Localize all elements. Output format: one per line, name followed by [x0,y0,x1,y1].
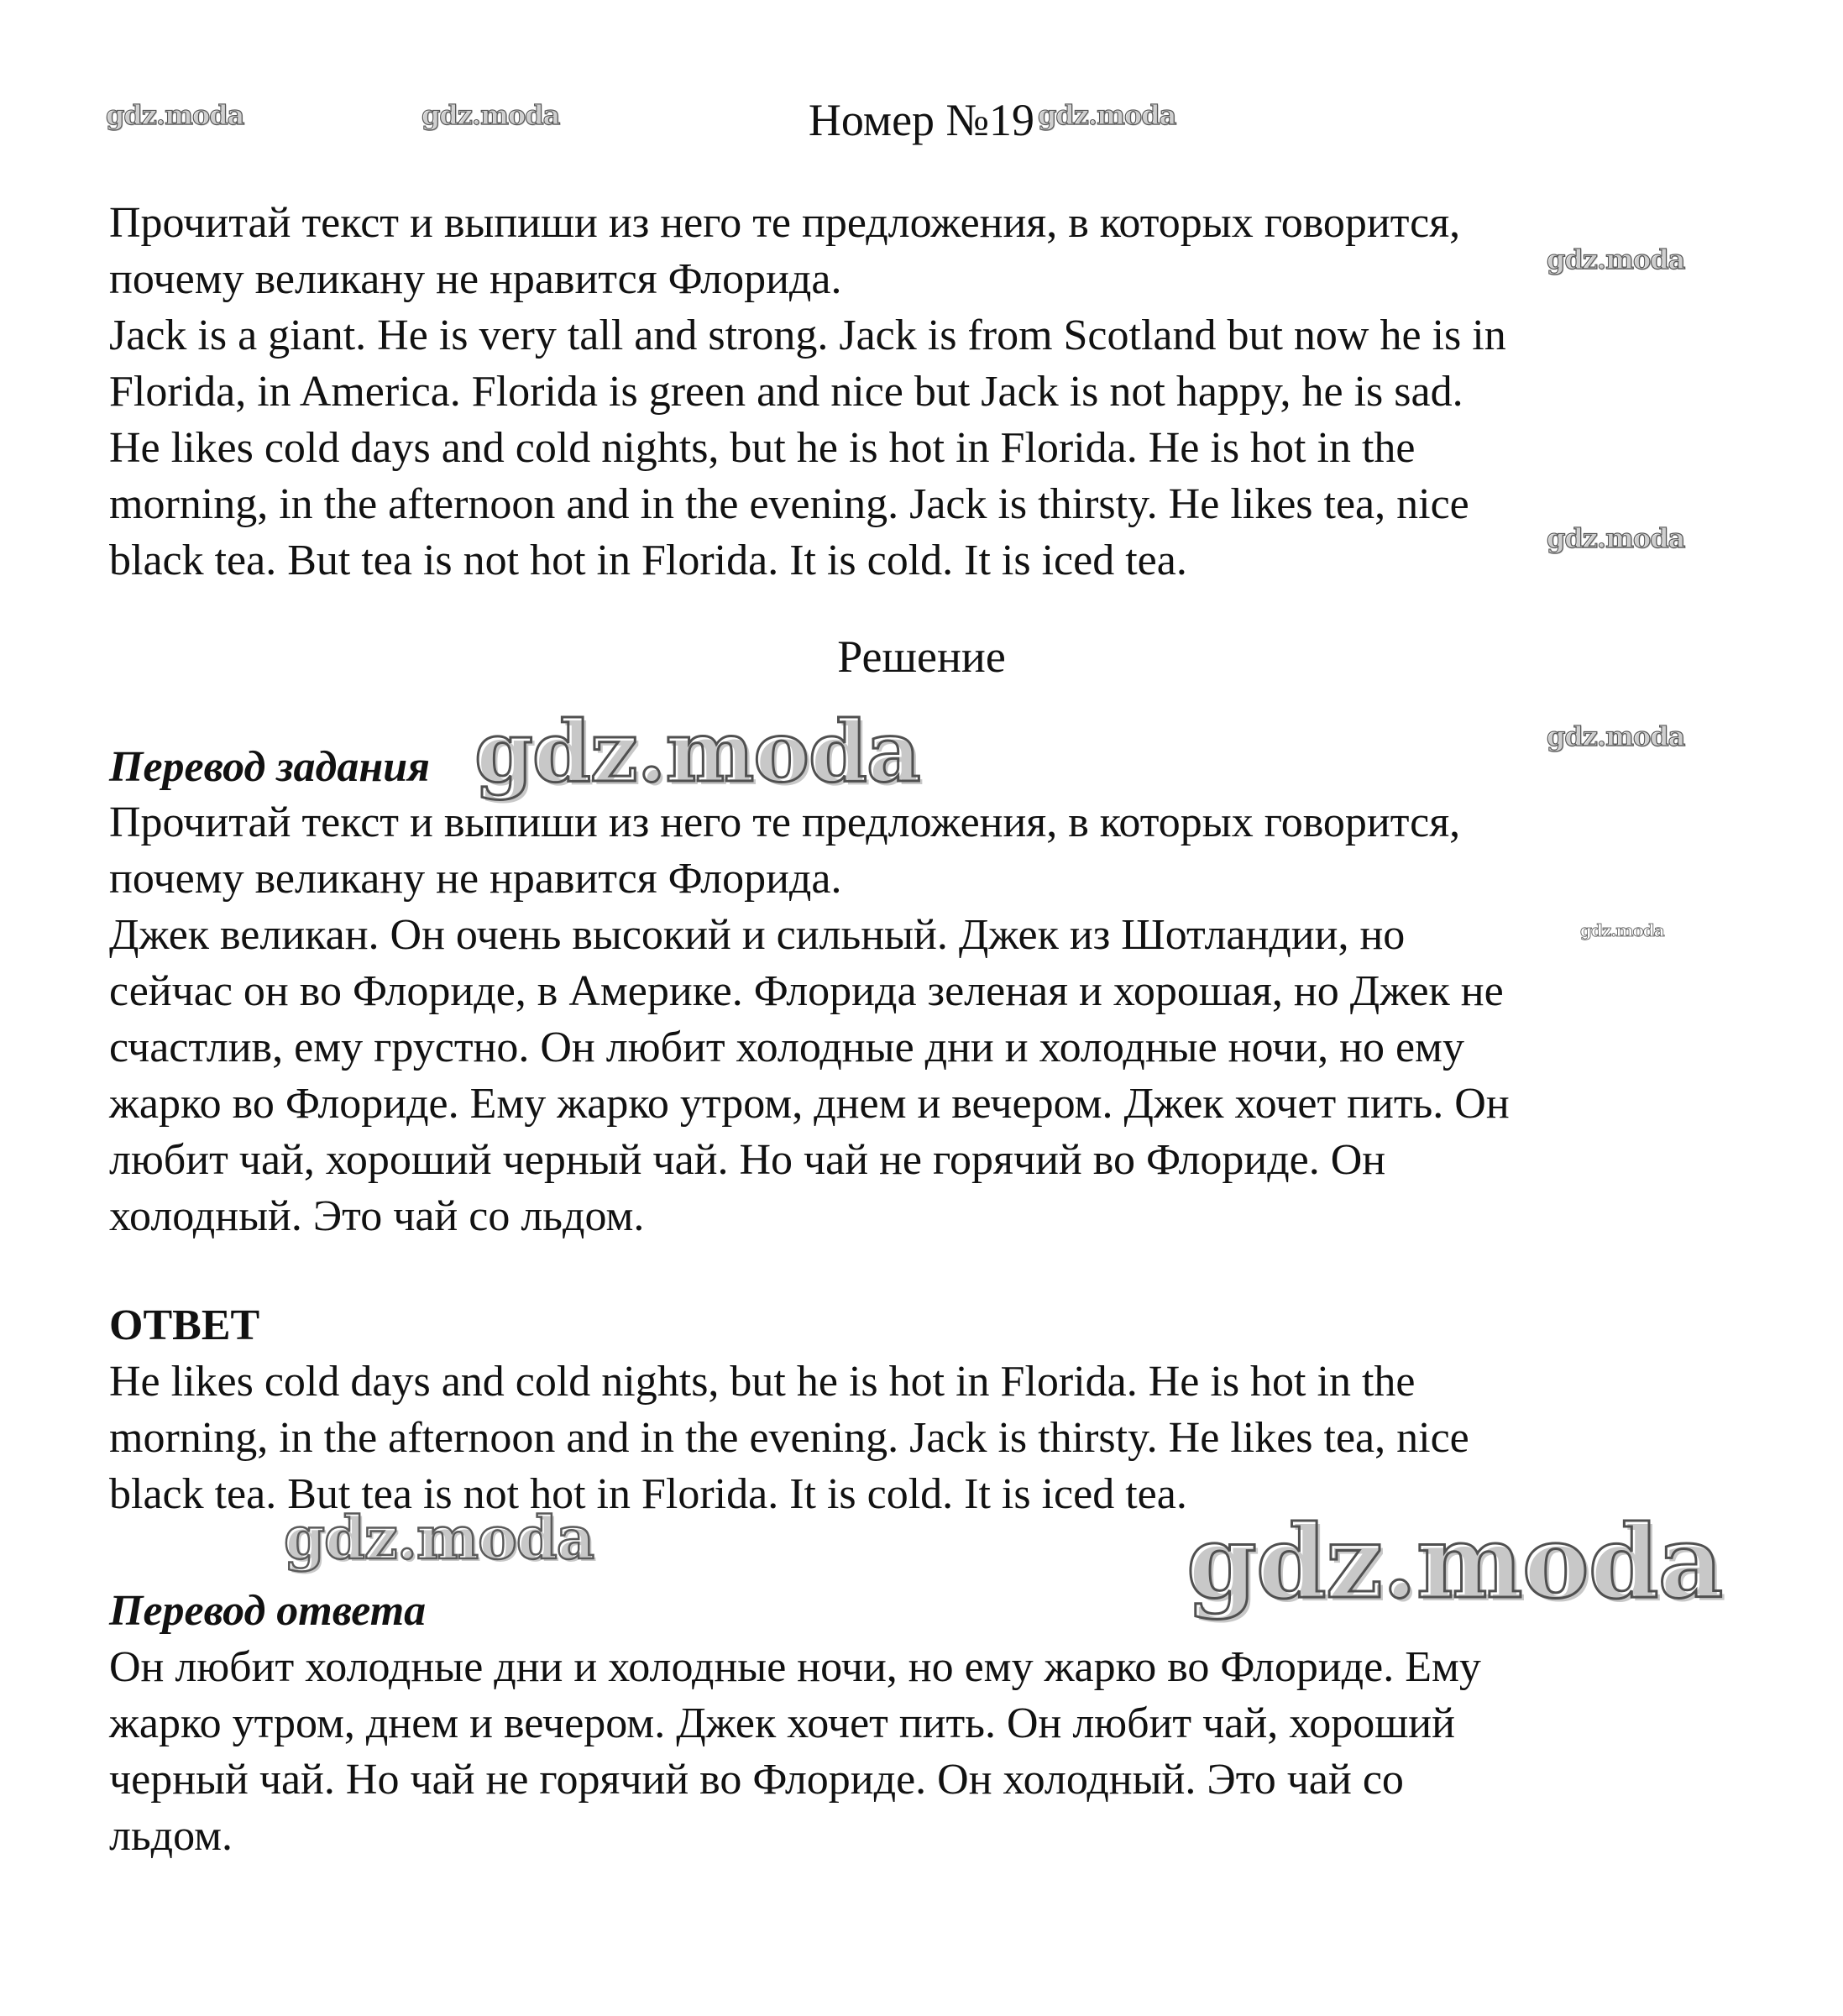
answer-translation-line: льдом. [109,1812,233,1860]
answer-translation-line: жарко утром, днем и вечером. Джек хочет пить. Он любит чай, хороший [109,1699,1455,1747]
translation-line: Прочитай текст и выпиши из него те предложения, в которых говорится, [109,799,1461,846]
answer-line: morning, in the afternoon and in the evening. Jack is thirsty. He likes tea, nice [109,1414,1469,1462]
translation-line: любит чай, хороший черный чай. Но чай не горячий во Флориде. Он [109,1136,1386,1184]
answer-line: He likes cold days and cold nights, but he is hot in Florida. He is hot in the [109,1358,1416,1406]
watermark: gdz.moda [1580,920,1664,940]
answer-translation-text [109,1639,1721,1864]
answer-heading: ОТВЕТ [109,1301,260,1349]
solution-heading: Решение [837,631,1006,682]
task-line: Прочитай текст и выпиши из него те предложения, в которых говорится, [109,199,1461,247]
translation-line: почему великану не нравится Флорида. [109,855,842,903]
translation-line: жарко во Флориде. Ему жарко утром, днем и вечером. Джек хочет пить. Он [109,1080,1510,1128]
task-line: morning, in the afternoon and in the evening. Jack is thirsty. He likes tea, nice [109,480,1469,528]
answer-translation-line: Он любит холодные дни и холодные ночи, но ему жарко во Флориде. Ему [109,1643,1481,1691]
answer-translation-line: черный чай. Но чай не горячий во Флориде. Он холодный. Это чай со [109,1756,1404,1804]
task-line: Jack is a giant. He is very tall and strong. Jack is from Scotland but now he is in [109,312,1506,359]
task-translation-text [109,794,1721,1244]
watermark: gdz.moda [1547,720,1685,752]
page-title: Номер №19 [808,95,1035,145]
task-line: почему великану не нравится Флорида. [109,255,842,303]
watermark: gdz.moda [421,99,560,131]
task-translation-heading: Перевод задания [109,743,430,791]
translation-line: сейчас он во Флориде, в Америке. Флорида зеленая и хорошая, но Джек не [109,967,1504,1015]
watermark: gdz.moda [1038,99,1176,131]
translation-line: холодный. Это чай со льдом. [109,1192,645,1240]
translation-line: Джек великан. Он очень высокий и сильный. Джек из Шотландии, но [109,911,1406,959]
task-line: He likes cold days and cold nights, but he is hot in Florida. He is hot in the [109,424,1416,472]
watermark: gdz.moda [1547,522,1685,554]
task-line: Florida, in America. Florida is green and nice but Jack is not happy, he is sad. [109,368,1463,416]
watermark: gdz.moda [106,99,244,131]
watermark: gdz.moda [284,1503,594,1573]
answer-translation-heading: Перевод ответа [109,1587,427,1635]
translation-line: счастлив, ему грустно. Он любит холодные дни и холодные ночи, но ему [109,1024,1464,1071]
task-text [109,195,1721,589]
watermark: gdz.moda [474,702,920,801]
answer-heading-block [109,1297,1721,1354]
task-line: black tea. But tea is not hot in Florida. It is cold. It is iced tea. [109,537,1187,584]
answer-text [109,1354,1721,1522]
answer-line: black tea. But tea is not hot in Florida. It is cold. It is iced tea. [109,1470,1187,1518]
watermark: gdz.moda [1547,243,1685,275]
watermark: gdz.moda [1186,1503,1723,1621]
